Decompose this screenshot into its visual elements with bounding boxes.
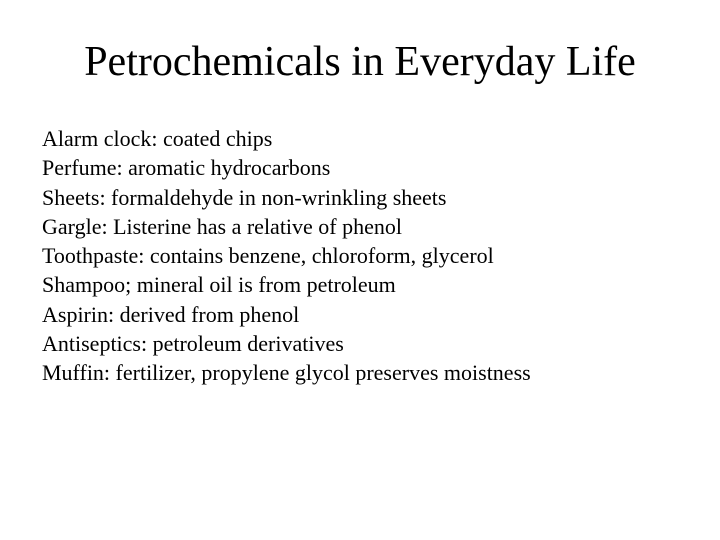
list-item-gargle: Gargle: Listerine has a relative of phenol bbox=[42, 213, 403, 239]
list-item-perfume: Perfume: aromatic hydrocarbons bbox=[42, 155, 331, 181]
list-item-alarm-clock: Alarm clock: coated chips bbox=[42, 126, 273, 151]
list-item-toothpaste: Toothpaste: contains benzene, chloroform, glycerol bbox=[42, 243, 494, 269]
list-item-muffin: Muffin: fertilizer, propylene glycol preserves moistness bbox=[42, 360, 531, 386]
list-item-aspirin: Aspirin: derived from phenol bbox=[42, 301, 300, 327]
bullet-list bbox=[42, 124, 531, 388]
list-item-antiseptics: Antiseptics: petroleum derivatives bbox=[42, 331, 344, 357]
list-item-shampoo: Shampoo; mineral oil is from petroleum bbox=[42, 272, 396, 298]
slide-title: Petrochemicals in Everyday Life bbox=[84, 39, 636, 85]
list-item-sheets: Sheets: formaldehyde in non-wrinkling sheets bbox=[42, 184, 447, 210]
